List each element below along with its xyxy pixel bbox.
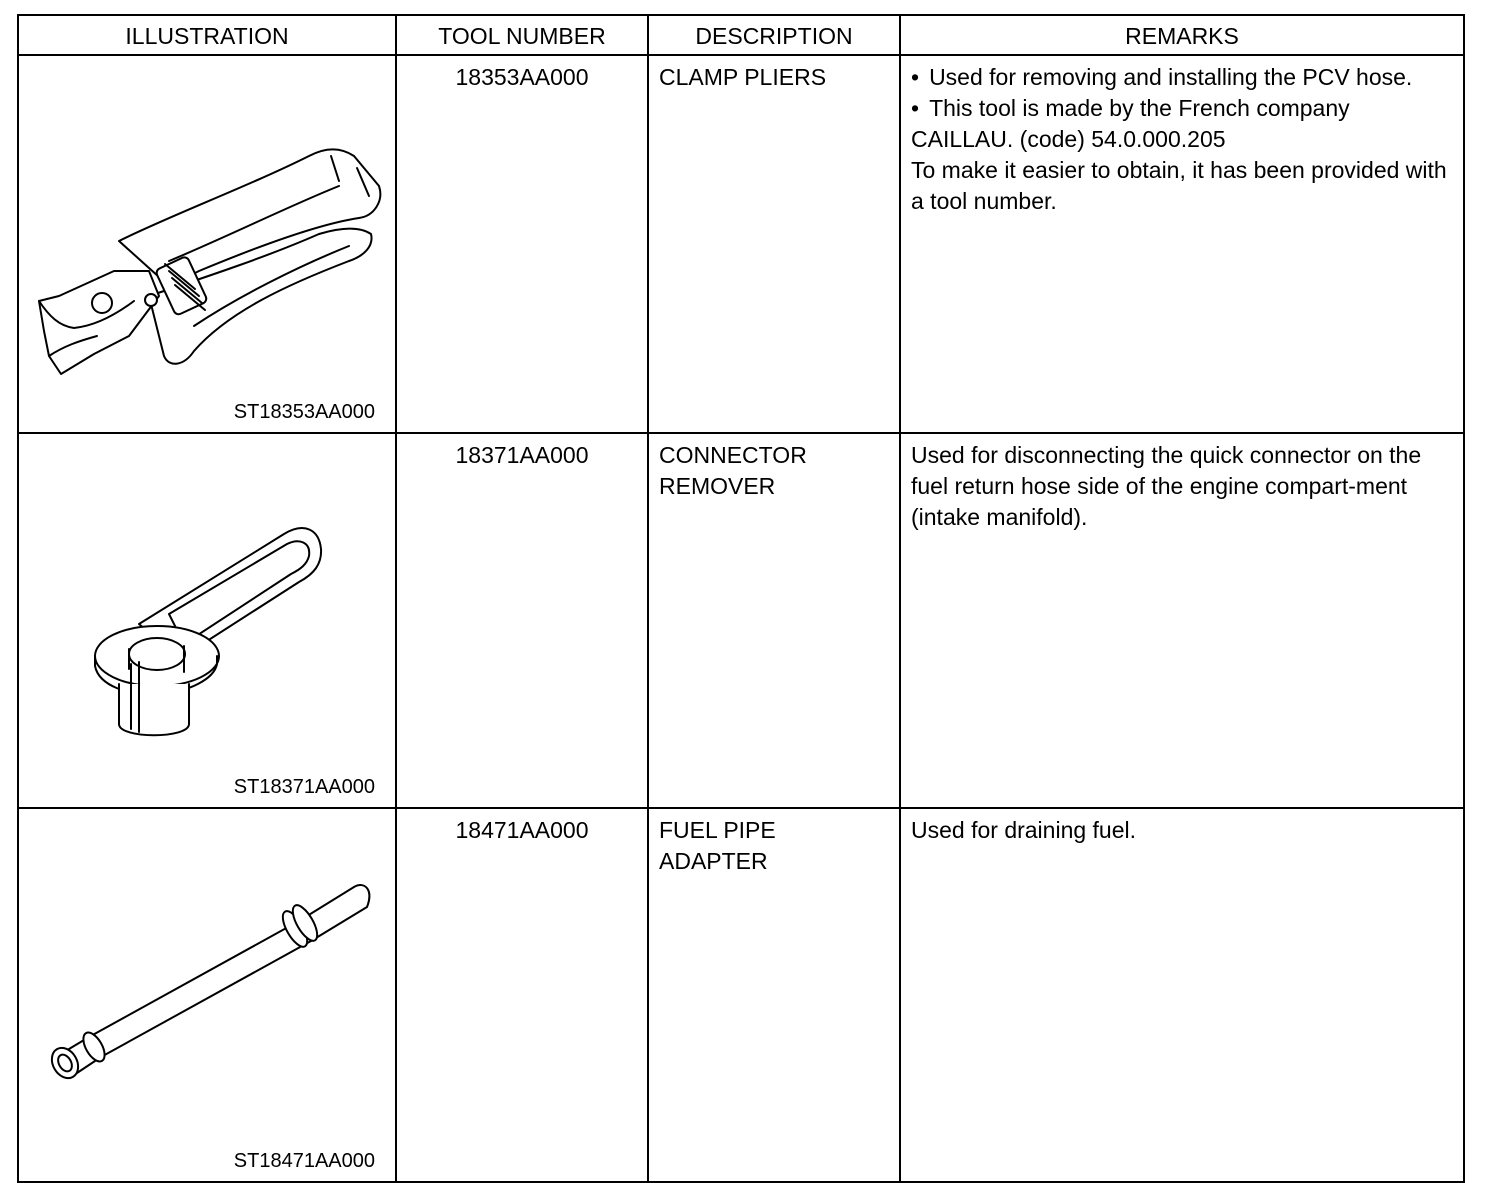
remarks-cell [900,433,1464,808]
clamp-pliers-icon [19,56,397,426]
tool-number-cell: 18353AA000 [396,55,648,433]
table-row [18,808,1464,1182]
description-cell [648,808,900,1182]
remark-line: Used for disconnecting the quick connector on the fuel return hose side of the engine compart-ment (intake manifold). [911,442,1422,530]
remark-line: • This tool is made by the French company CAILLAU. (code) 54.0.000.205 [911,95,1350,152]
remark-line: • Used for removing and installing the PCV hose. [911,64,1413,90]
tool-number-cell: 18371AA000 [396,433,648,808]
illustration-cell [18,55,396,433]
special-tools-table [17,14,1465,1183]
description-text: CONNECTOR REMOVER [659,442,807,499]
header-description: DESCRIPTION [648,15,900,55]
description-text: FUEL PIPE ADAPTER [659,817,776,874]
remark-line: Used for draining fuel. [911,817,1137,843]
header-illustration: ILLUSTRATION [18,15,396,55]
illustration-code: ST18371AA000 [233,776,375,798]
connector-remover-icon [19,434,397,801]
table-row [18,433,1464,808]
fuel-pipe-adapter-icon [19,809,397,1175]
table-row [18,55,1464,433]
description-cell [648,433,900,808]
header-remarks: REMARKS [900,15,1464,55]
remark-line: To make it easier to obtain, it has been provided with a tool number. [911,157,1447,214]
remarks-cell [900,808,1464,1182]
header-tool-number: TOOL NUMBER [396,15,648,55]
illustration-cell [18,808,396,1182]
remarks-cell [900,55,1464,433]
illustration-code: ST18353AA000 [233,401,375,423]
illustration-code: ST18471AA000 [233,1150,375,1172]
tool-number-cell: 18471AA000 [396,808,648,1182]
illustration-cell [18,433,396,808]
description-cell: CLAMP PLIERS [648,55,900,433]
table-header-row [18,15,1464,55]
